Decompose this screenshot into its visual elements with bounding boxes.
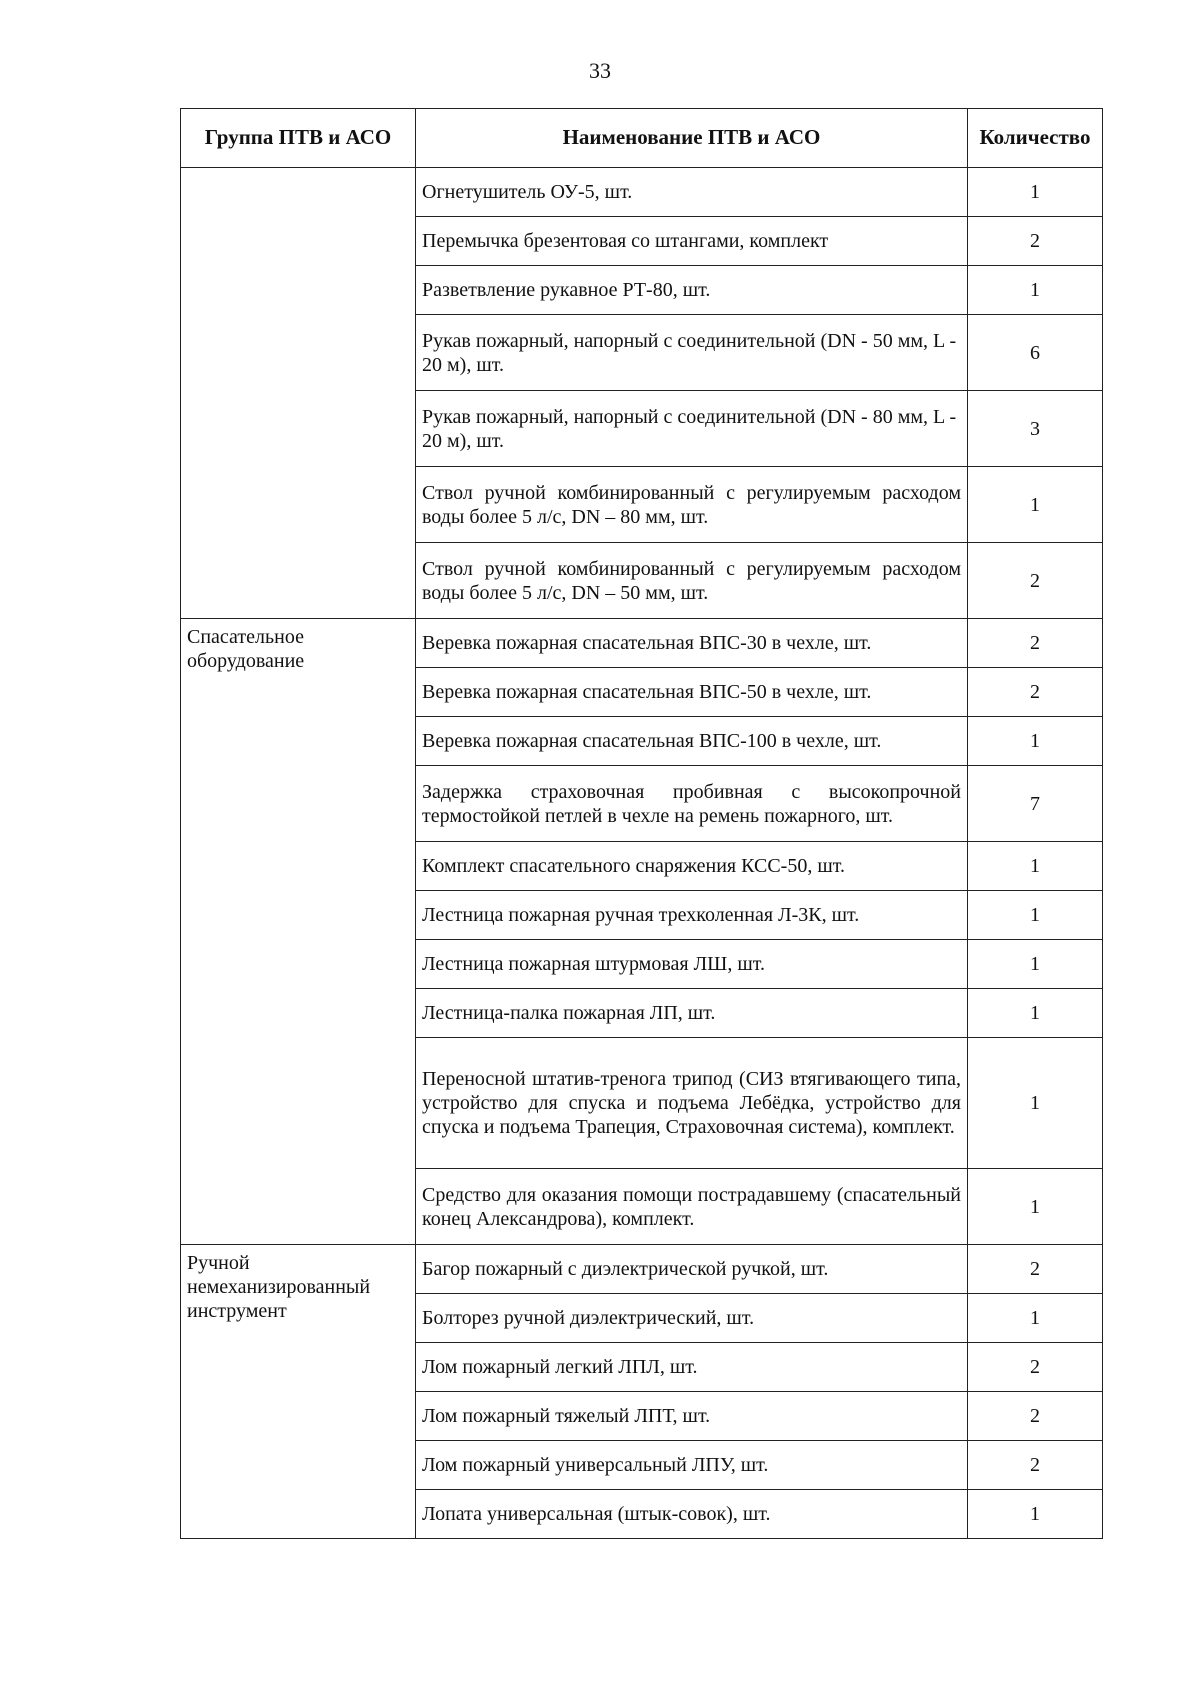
item-name: Лестница-палка пожарная ЛП, шт.: [416, 989, 968, 1038]
group-cell: Ручной немеханизированный инструмент: [181, 1245, 416, 1539]
table-row: [181, 619, 1103, 668]
item-name: Средство для оказания помощи пострадавшему (спасательный конец Александрова), комплект.: [416, 1169, 968, 1245]
item-qty: 2: [968, 668, 1103, 717]
header-group: Группа ПТВ и АСО: [181, 109, 416, 168]
item-qty: 1: [968, 717, 1103, 766]
item-qty: 1: [968, 842, 1103, 891]
item-qty: 2: [968, 1245, 1103, 1294]
item-name: Рукав пожарный, напорный с соединительной (DN - 50 мм, L - 20 м), шт.: [416, 315, 968, 391]
item-name: Лестница пожарная штурмовая ЛШ, шт.: [416, 940, 968, 989]
item-qty: 2: [968, 1343, 1103, 1392]
item-qty: 1: [968, 1169, 1103, 1245]
item-name: Веревка пожарная спасательная ВПС-30 в чехле, шт.: [416, 619, 968, 668]
table-row: [181, 168, 1103, 217]
item-name: Лом пожарный универсальный ЛПУ, шт.: [416, 1441, 968, 1490]
item-name: Задержка страховочная пробивная с высокопрочной термостойкой петлей в чехле на ремень пожарного, шт.: [416, 766, 968, 842]
item-name: Ствол ручной комбинированный с регулируемым расходом воды более 5 л/с, DN – 80 мм, шт.: [416, 467, 968, 543]
item-qty: 3: [968, 391, 1103, 467]
item-qty: 1: [968, 989, 1103, 1038]
item-qty: 2: [968, 543, 1103, 619]
item-qty: 1: [968, 266, 1103, 315]
item-name: Лопата универсальная (штык-совок), шт.: [416, 1490, 968, 1539]
item-name: Ствол ручной комбинированный с регулируемым расходом воды более 5 л/с, DN – 50 мм, шт.: [416, 543, 968, 619]
item-qty: 1: [968, 467, 1103, 543]
item-qty: 2: [968, 1441, 1103, 1490]
item-qty: 2: [968, 1392, 1103, 1441]
item-qty: 2: [968, 619, 1103, 668]
header-name: Наименование ПТВ и АСО: [416, 109, 968, 168]
table-header-row: [181, 109, 1103, 168]
equipment-table: [180, 108, 1103, 1539]
item-name: Лом пожарный легкий ЛПЛ, шт.: [416, 1343, 968, 1392]
page-number: 33: [589, 58, 611, 83]
table-row: [181, 1245, 1103, 1294]
item-qty: 1: [968, 940, 1103, 989]
item-name: Переносной штатив-тренога трипод (СИЗ втягивающего типа, устройство для спуска и подъема Лебёдка, устройство для спуска и подъема Трапеция, Страховочная система), комплект.: [416, 1038, 968, 1169]
item-qty: 7: [968, 766, 1103, 842]
item-name: Лестница пожарная ручная трехколенная Л-3К, шт.: [416, 891, 968, 940]
group-cell: [181, 168, 416, 619]
item-name: Разветвление рукавное РТ-80, шт.: [416, 266, 968, 315]
item-qty: 1: [968, 168, 1103, 217]
item-name: Комплект спасательного снаряжения КСС-50, шт.: [416, 842, 968, 891]
item-qty: 6: [968, 315, 1103, 391]
item-name: Веревка пожарная спасательная ВПС-50 в чехле, шт.: [416, 668, 968, 717]
item-qty: 1: [968, 891, 1103, 940]
group-cell: Спасательное оборудование: [181, 619, 416, 1245]
item-name: Багор пожарный с диэлектрической ручкой, шт.: [416, 1245, 968, 1294]
item-name: Веревка пожарная спасательная ВПС-100 в чехле, шт.: [416, 717, 968, 766]
item-name: Болторез ручной диэлектрический, шт.: [416, 1294, 968, 1343]
item-name: Перемычка брезентовая со штангами, комплект: [416, 217, 968, 266]
header-qty: Количество: [968, 109, 1103, 168]
item-qty: 1: [968, 1490, 1103, 1539]
item-qty: 1: [968, 1294, 1103, 1343]
item-name: Лом пожарный тяжелый ЛПТ, шт.: [416, 1392, 968, 1441]
item-name: Огнетушитель ОУ-5, шт.: [416, 168, 968, 217]
item-qty: 2: [968, 217, 1103, 266]
item-name: Рукав пожарный, напорный с соединительной (DN - 80 мм, L - 20 м), шт.: [416, 391, 968, 467]
item-qty: 1: [968, 1038, 1103, 1169]
